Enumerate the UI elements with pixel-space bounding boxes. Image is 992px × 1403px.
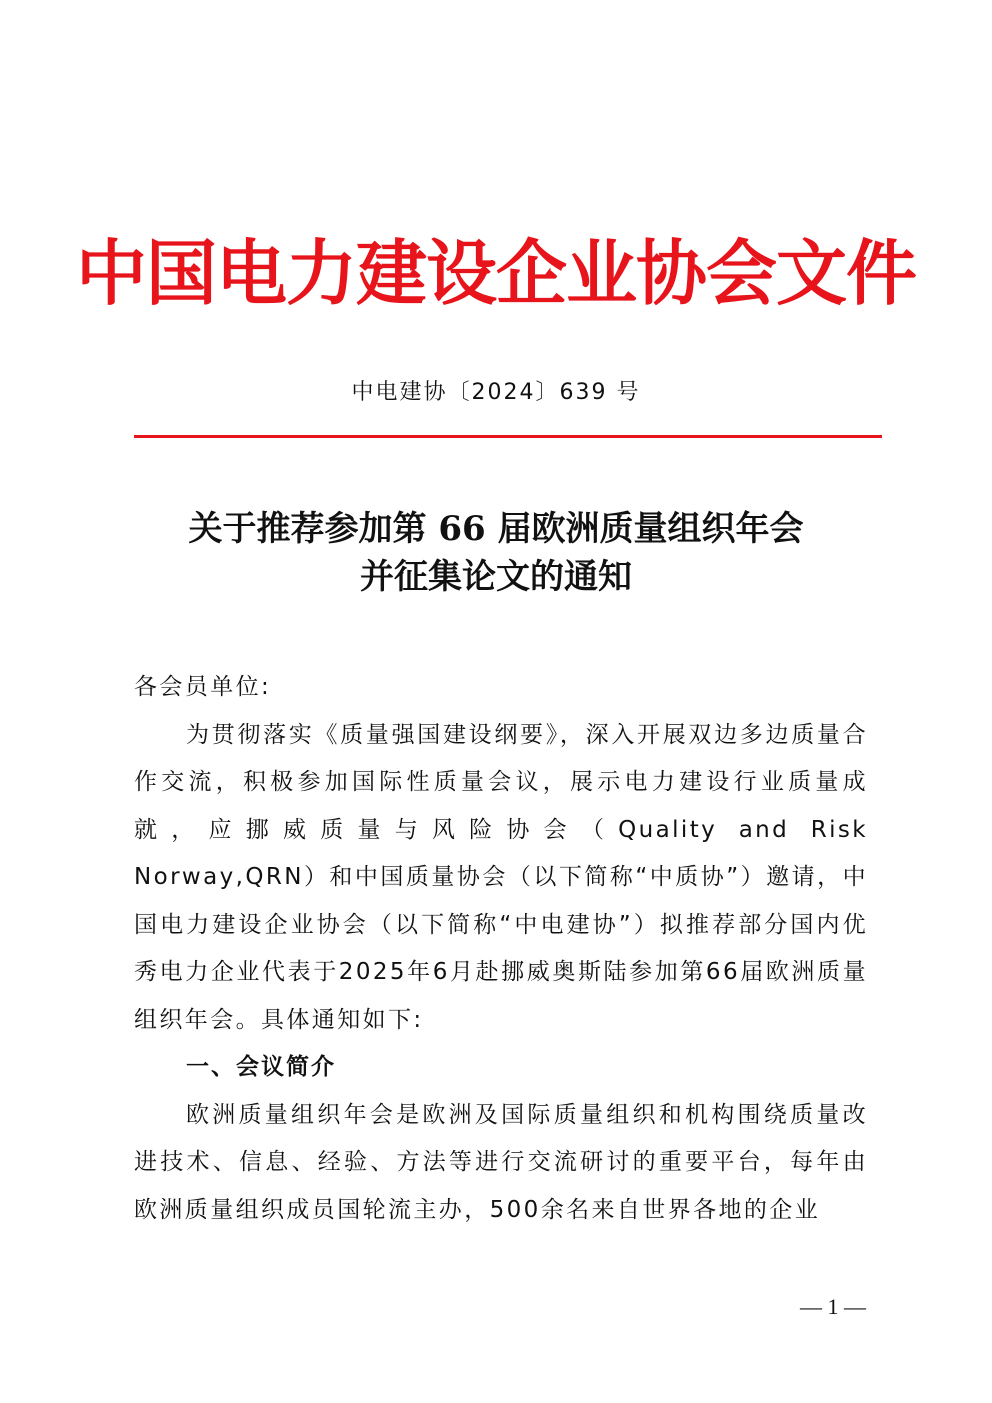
salutation: 各会员单位: — [134, 674, 272, 700]
page-number: — 1 — — [800, 1294, 866, 1319]
document-number: 中电建协〔2024〕639 号 — [351, 380, 641, 405]
notice-title-line-2: 并征集论文的通知 — [360, 557, 632, 597]
header-divider-line — [134, 435, 882, 438]
org-header-title: 中国电力建设企业协会文件 — [75, 231, 916, 315]
overview-paragraph: 欧洲质量组织年会是欧洲及国际质量组织和机构围绕质量改进技术、信息、经验、方法等进行交流研讨的重要平台，每年由欧洲质量组织成员国轮流主办，500余名来自世界各地的企业 — [134, 1101, 868, 1223]
document-body — [134, 664, 868, 1234]
section-heading-conference-overview: 一、会议简介 — [186, 1054, 336, 1080]
intro-paragraph: 为贯彻落实《质量强国建设纲要》，深入开展双边多边质量合作交流，积极参加国际性质量会议，展示电力建设行业质量成就，应挪威质量与风险协会（Quality and Risk Norway,QRN）和中国质量协会（以下简称“中质协”）邀请，中国电力建设企业协会（以下简称“中电建协”）拟推荐部分国内优秀电力企业代表于2025年6月赴挪威奥斯陆参加第66届欧洲质量组织年会。具体通知如下: — [134, 721, 868, 1033]
notice-title — [0, 505, 992, 601]
notice-title-line-1: 关于推荐参加第 66 届欧洲质量组织年会 — [188, 509, 804, 549]
